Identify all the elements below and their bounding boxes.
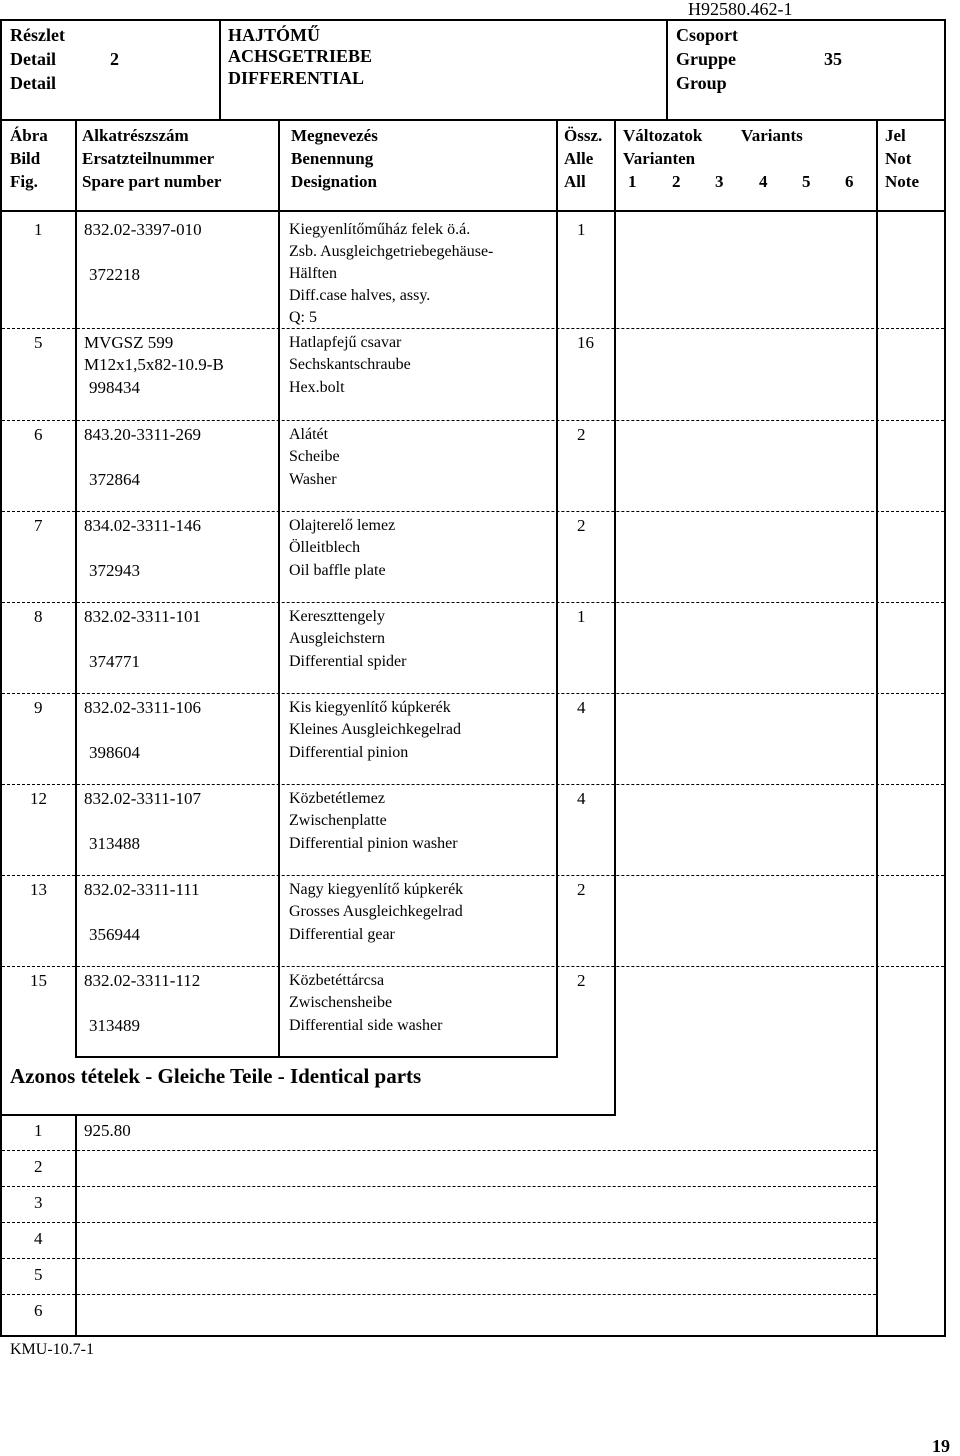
identical-parts-title: Azonos tételek - Gleiche Teile - Identical parts (10, 1064, 422, 1088)
row-designation-line: Zwischenplatte (289, 812, 387, 829)
row-part-code: 398604 (89, 743, 140, 762)
identical-row-number: 6 (34, 1301, 43, 1320)
row-part-number: 834.02-3311-146 (84, 516, 201, 535)
row-qty: 2 (577, 971, 586, 990)
col-fig-de: Bild (10, 149, 41, 168)
col-qty-de: Alle (564, 149, 594, 168)
row-designation-line: Differential pinion (289, 744, 409, 761)
footer-code: KMU-10.7-1 (10, 1341, 94, 1358)
row-part-code: 313488 (89, 834, 140, 853)
row-part-number: 832.02-3311-112 (84, 971, 201, 990)
row-fig: 7 (34, 516, 43, 535)
row-designation-line: Sechskantschraube (289, 356, 411, 373)
row-fig: 9 (34, 698, 43, 717)
identical-row-number: 1 (34, 1121, 43, 1140)
group-label-hu: Csoport (676, 25, 738, 45)
row-part-number: 832.02-3311-106 (84, 698, 201, 717)
row-part-number: MVGSZ 599 (84, 333, 174, 352)
row-qty: 2 (577, 425, 586, 444)
row-designation-line: Kis kiegyenlítő kúpkerék (289, 699, 451, 716)
row-part-number: 832.02-3397-010 (84, 220, 202, 239)
identical-row-number: 4 (34, 1229, 43, 1248)
row-designation-line: Hatlapfejű csavar (289, 334, 402, 351)
col-fig-hu: Ábra (10, 126, 48, 145)
row-fig: 6 (34, 425, 43, 444)
row-designation-line: Grosses Ausgleichkegelrad (289, 903, 463, 920)
row-designation-line: Ausgleichstern (289, 630, 385, 647)
identical-row-value: 925.80 (84, 1121, 131, 1140)
row-qty: 16 (577, 333, 594, 352)
col-designation-en: Designation (291, 172, 377, 191)
col-part-en: Spare part number (82, 172, 222, 191)
row-fig: 8 (34, 607, 43, 626)
row-fig: 15 (30, 971, 47, 990)
variant-number: 4 (759, 172, 768, 191)
row-qty: 1 (577, 607, 586, 626)
variant-number: 5 (802, 172, 811, 191)
document-id: H92580.462-1 (688, 0, 793, 19)
row-qty: 1 (577, 220, 586, 239)
group-number: 35 (824, 49, 842, 69)
row-qty: 2 (577, 880, 586, 899)
row-part-code: 998434 (89, 378, 140, 397)
col-variants-de: Varianten (623, 149, 696, 168)
group-label-de: Gruppe (676, 49, 737, 69)
col-part-hu: Alkatrészszám (82, 126, 189, 145)
row-part-code: 372864 (89, 470, 140, 489)
row-part-number: 843.20-3311-269 (84, 425, 201, 444)
identical-row-number: 2 (34, 1157, 43, 1176)
row-part-number: 832.02-3311-111 (84, 880, 200, 899)
col-part-de: Ersatzteilnummer (82, 149, 215, 168)
row-fig: 5 (34, 333, 43, 352)
row-designation-line: Diff.case halves, assy. (289, 287, 431, 304)
row-fig: 12 (30, 789, 47, 808)
row-part-code: 356944 (89, 925, 140, 944)
detail-label-en: Detail (10, 73, 56, 93)
row-designation-line: Zwischensheibe (289, 994, 393, 1011)
title-de: ACHSGETRIEBE (228, 46, 373, 66)
row-designation-line: Kleines Ausgleichkegelrad (289, 721, 461, 738)
col-fig-en: Fig. (10, 172, 38, 191)
col-variants-hu: Változatok (623, 126, 703, 145)
row-part-code: 313489 (89, 1016, 140, 1035)
row-designation-line: Differential pinion washer (289, 835, 458, 852)
row-part-code: 372943 (89, 561, 140, 580)
row-designation-line: Kereszttengely (289, 608, 385, 625)
page-number: 19 (932, 1436, 950, 1456)
row-qty: 4 (577, 789, 586, 808)
title-hu: HAJTÓMŰ (228, 25, 320, 45)
variant-number: 2 (672, 172, 681, 191)
row-fig: 13 (30, 880, 47, 899)
row-designation-line: Olajterelő lemez (289, 517, 396, 534)
row-designation-line: Differential spider (289, 653, 407, 670)
row-designation-line: Washer (289, 471, 337, 488)
row-designation-line: Scheibe (289, 448, 340, 465)
col-note-de: Not (885, 149, 912, 168)
row-designation-line: Zsb. Ausgleichgetriebegehäuse- (289, 243, 494, 260)
col-note-en: Note (885, 172, 919, 191)
row-designation-line: Közbetéttárcsa (289, 972, 385, 989)
col-variants-en: Variants (741, 126, 803, 145)
row-designation-line: Nagy kiegyenlítő kúpkerék (289, 881, 464, 898)
row-designation-line: Differential gear (289, 926, 395, 943)
group-label-en: Group (676, 73, 727, 93)
variant-number: 6 (845, 172, 854, 191)
title-en: DIFFERENTIAL (228, 68, 365, 88)
row-qty: 2 (577, 516, 586, 535)
row-designation-line: Alátét (289, 426, 329, 443)
row-designation-line: Kiegyenlítőműház felek ö.á. (289, 221, 471, 238)
detail-label-de: Detail (10, 49, 56, 69)
detail-number: 2 (110, 49, 119, 69)
row-designation-line: Differential side washer (289, 1017, 443, 1034)
variant-number: 1 (628, 172, 637, 191)
identical-row-number: 3 (34, 1193, 43, 1212)
row-qty: 4 (577, 698, 586, 717)
detail-label-hu: Részlet (10, 25, 65, 45)
row-part-spec: M12x1,5x82-10.9-B (84, 355, 224, 374)
row-designation-line: Oil baffle plate (289, 562, 386, 579)
col-qty-hu: Össz. (564, 126, 603, 145)
identical-row-number: 5 (34, 1265, 43, 1284)
row-part-code: 374771 (89, 652, 140, 671)
row-designation-line: Hälften (289, 265, 337, 282)
row-part-code: 372218 (89, 265, 140, 284)
col-designation-de: Benennung (291, 149, 374, 168)
row-fig: 1 (34, 220, 43, 239)
col-designation-hu: Megnevezés (291, 126, 378, 145)
variant-number: 3 (715, 172, 724, 191)
row-designation-line: Közbetétlemez (289, 790, 385, 807)
row-designation-line: Ölleitblech (289, 539, 361, 556)
col-note-hu: Jel (885, 126, 906, 145)
row-designation-line: Q: 5 (289, 309, 317, 326)
row-designation-line: Hex.bolt (289, 379, 345, 396)
row-part-number: 832.02-3311-107 (84, 789, 201, 808)
row-part-number: 832.02-3311-101 (84, 607, 201, 626)
col-qty-en: All (564, 172, 586, 191)
